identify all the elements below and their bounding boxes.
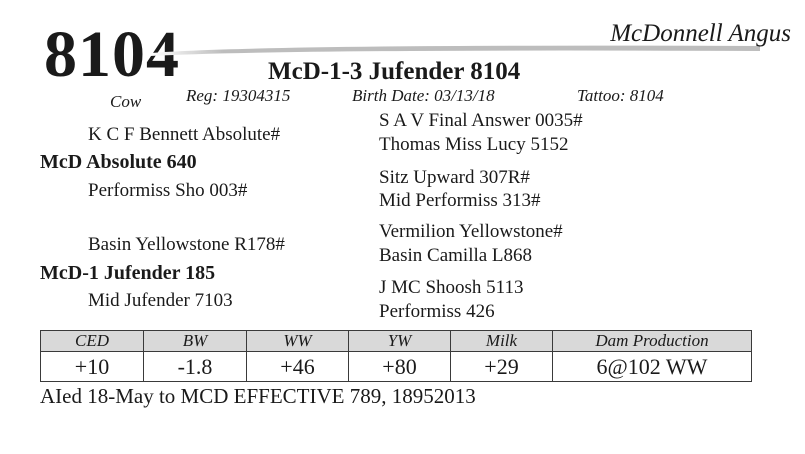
animal-name: McD-1-3 Jufender 8104: [268, 58, 521, 85]
sire-sire: K C F Bennett Absolute#: [88, 124, 281, 145]
epd-header-ww: WW: [247, 331, 349, 352]
dam-sire: Basin Yellowstone R178#: [88, 234, 285, 255]
epd-value-bw: -1.8: [144, 352, 247, 382]
pedigree-right-line: Performiss 426: [379, 301, 495, 322]
birth-date: Birth Date: 03/13/18: [352, 86, 495, 105]
epd-value-row: [41, 352, 752, 382]
epd-value-dam-production: 6@102 WW: [553, 352, 752, 382]
pedigree-right-line: J MC Shoosh 5113: [379, 277, 524, 298]
sire: McD Absolute 640: [40, 151, 197, 173]
epd-header-milk: Milk: [451, 331, 553, 352]
dam-dam: Mid Jufender 7103: [88, 290, 233, 311]
epd-header-dam-production: Dam Production: [553, 331, 752, 352]
lot-number: 8104: [44, 18, 180, 91]
pedigree-right-line: Mid Performiss 313#: [379, 190, 541, 211]
sex-label: Cow: [110, 92, 142, 111]
epd-value-ced: +10: [41, 352, 144, 382]
farm-name: McDonnell Angus: [610, 20, 791, 47]
dam: McD-1 Jufender 185: [40, 262, 216, 284]
epd-header-bw: BW: [144, 331, 247, 352]
epd-value-ww: +46: [247, 352, 349, 382]
epd-header-row: [41, 331, 752, 352]
sire-dam: Performiss Sho 003#: [88, 180, 248, 201]
pedigree-right-line: Vermilion Yellowstone#: [379, 221, 563, 242]
pedigree-right-line: Sitz Upward 307R#: [379, 167, 530, 188]
tattoo: Tattoo: 8104: [577, 86, 664, 105]
epd-table: [40, 330, 752, 382]
registration-number: Reg: 19304315: [186, 86, 291, 105]
epd-value-milk: +29: [451, 352, 553, 382]
epd-value-yw: +80: [349, 352, 451, 382]
pedigree-right-line: S A V Final Answer 0035#: [379, 110, 583, 131]
pedigree-right-line: Basin Camilla L868: [379, 245, 533, 266]
epd-header-yw: YW: [349, 331, 451, 352]
pedigree-right-line: Thomas Miss Lucy 5152: [379, 134, 569, 155]
breeding-note: AIed 18-May to MCD EFFECTIVE 789, 18952013: [40, 384, 476, 408]
epd-header-ced: CED: [41, 331, 144, 352]
